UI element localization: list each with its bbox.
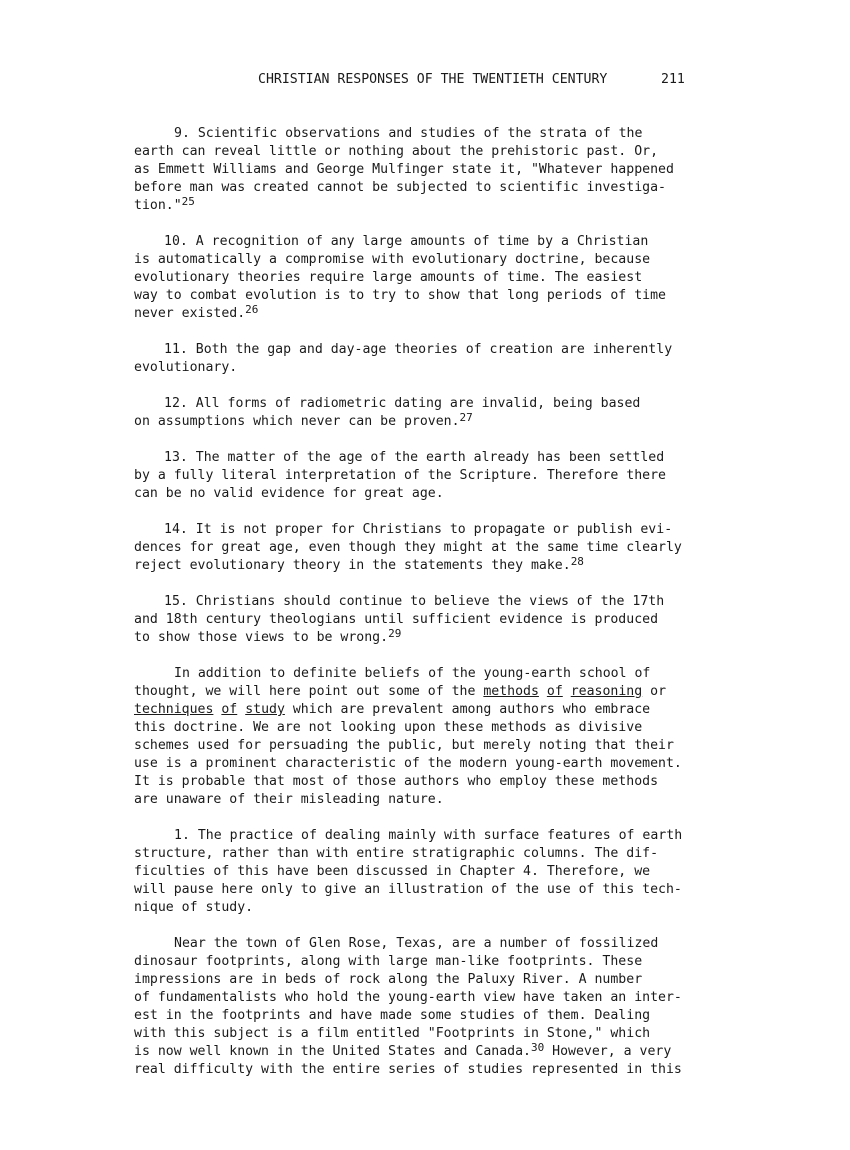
text-fragment: which are prevalent among authors who embrace	[284, 702, 651, 717]
text-line: 13. The matter of the age of the earth already has been settled	[164, 450, 665, 465]
text-line: and 18th century theologians until sufficient evidence is produced	[134, 612, 659, 627]
text-line: It is probable that most of those authors who employ these methods	[134, 774, 659, 789]
text-line: with this subject is a film entitled "Footprints in Stone," which	[134, 1026, 651, 1041]
text-fragment: However, a very	[544, 1044, 672, 1059]
text-line: ficulties of this have been discussed in Chapter 4. Therefore, we	[134, 864, 651, 879]
footnote-ref-26: 26	[245, 303, 259, 316]
underlined-term: reasoning	[570, 684, 643, 699]
text-fragment	[237, 702, 245, 717]
text-fragment: is now well known in the United States and Canada.	[134, 1044, 531, 1059]
text-fragment: or	[642, 684, 667, 699]
text-line	[134, 1043, 724, 1061]
text-line	[134, 557, 724, 575]
text-line: way to combat evolution is to try to show that long periods of time	[134, 288, 666, 303]
list-item-11	[134, 341, 724, 377]
list-item-12	[134, 395, 724, 431]
text-line	[134, 629, 724, 647]
text-line: 15. Christians should continue to believe the views of the 17th	[164, 594, 665, 609]
list-item-13	[134, 449, 724, 503]
text-line: is automatically a compromise with evolutionary doctrine, because	[134, 252, 651, 267]
text-line: nique of study.	[134, 900, 254, 915]
text-fragment: on assumptions which never can be proven.	[134, 414, 460, 429]
text-line: are unaware of their misleading nature.	[134, 792, 444, 807]
text-line: structure, rather than with entire stratigraphic columns. The dif-	[134, 846, 659, 861]
text-line: as Emmett Williams and George Mulfinger state it, "Whatever happened	[134, 162, 674, 177]
text-line	[134, 305, 724, 323]
footnote-ref-27: 27	[459, 411, 473, 424]
running-header	[258, 72, 688, 87]
text-line: before man was created cannot be subjected to scientific investiga-	[134, 180, 666, 195]
text-line: 10. A recognition of any large amounts of time by a Christian	[164, 234, 649, 249]
text-line: evolutionary theories require large amounts of time. The easiest	[134, 270, 643, 285]
text-line: evolutionary.	[134, 360, 238, 375]
text-line: real difficulty with the entire series of studies represented in this	[134, 1062, 682, 1077]
text-line: of fundamentalists who hold the young-earth view have taken an inter-	[134, 990, 682, 1005]
underlined-term: of	[546, 684, 563, 699]
text-fragment	[539, 684, 547, 699]
underlined-term: methods	[483, 684, 539, 699]
text-line: impressions are in beds of rock along the Paluxy River. A number	[134, 972, 643, 987]
text-fragment: thought, we will here point out some of the	[134, 684, 484, 699]
text-line: dences for great age, even though they might at the same time clearly	[134, 540, 682, 555]
page-number: 211	[661, 72, 685, 87]
text-line: can be no valid evidence for great age.	[134, 486, 444, 501]
list-item-9	[134, 125, 724, 215]
underlined-term: study	[245, 702, 285, 717]
text-line: est in the footprints and have made some studies of them. Dealing	[134, 1008, 651, 1023]
list-item-10	[134, 233, 724, 323]
text-fragment	[563, 684, 571, 699]
text-line: 14. It is not proper for Christians to propagate or publish evi-	[164, 522, 673, 537]
running-title: CHRISTIAN RESPONSES OF THE TWENTIETH CENTURY	[258, 72, 608, 87]
text-line: by a fully literal interpretation of the Scripture. Therefore there	[134, 468, 666, 483]
text-line: Near the town of Glen Rose, Texas, are a number of fossilized	[174, 936, 659, 951]
text-fragment: tion."	[134, 198, 182, 213]
footnote-ref-25: 25	[181, 195, 195, 208]
body-text	[134, 125, 724, 1097]
text-line: 11. Both the gap and day-age theories of creation are inherently	[164, 342, 673, 357]
text-line	[134, 413, 724, 431]
footnote-ref-29: 29	[388, 627, 402, 640]
text-line	[134, 683, 724, 701]
text-fragment: to show those views to be wrong.	[134, 630, 389, 645]
text-line: use is a prominent characteristic of the modern young-earth movement.	[134, 756, 682, 771]
text-line: earth can reveal little or nothing about the prehistoric past. Or,	[134, 144, 659, 159]
underlined-term: techniques	[134, 702, 214, 717]
list-item-14	[134, 521, 724, 575]
underlined-term: of	[221, 702, 238, 717]
text-line: In addition to definite beliefs of the young-earth school of	[174, 666, 651, 681]
text-line: dinosaur footprints, along with large man-like footprints. These	[134, 954, 643, 969]
text-line	[134, 197, 724, 215]
text-line: will pause here only to give an illustration of the use of this tech-	[134, 882, 682, 897]
list-item-15	[134, 593, 724, 647]
method-item-1	[134, 827, 724, 917]
text-line: 9. Scientific observations and studies of the strata of the	[174, 126, 643, 141]
text-line: this doctrine. We are not looking upon these methods as divisive	[134, 720, 643, 735]
text-line: 12. All forms of radiometric dating are invalid, being based	[164, 396, 641, 411]
text-fragment: never existed.	[134, 306, 246, 321]
footnote-ref-28: 28	[570, 555, 584, 568]
text-line: schemes used for persuading the public, but merely noting that their	[134, 738, 674, 753]
text-line: 1. The practice of dealing mainly with surface features of earth	[174, 828, 683, 843]
text-line	[134, 701, 724, 719]
methods-paragraph	[134, 665, 724, 809]
text-fragment: reject evolutionary theory in the statements they make.	[134, 558, 571, 573]
footnote-ref-30: 30	[530, 1041, 545, 1054]
glen-rose-paragraph	[134, 935, 724, 1079]
